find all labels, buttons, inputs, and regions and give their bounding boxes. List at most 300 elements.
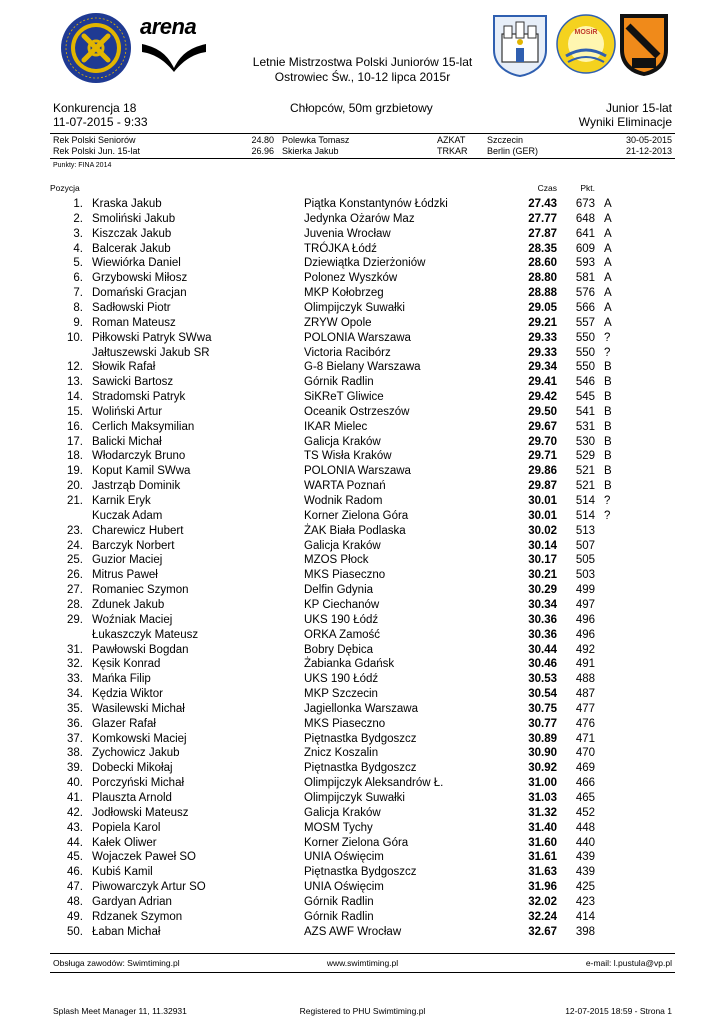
swimmer-name: Cerlich Maksymilian xyxy=(92,420,195,433)
swimmer-name: Porczyński Michał xyxy=(92,777,185,790)
result-time: 31.96 xyxy=(528,881,557,894)
swimmer-name: Karnik Eryk xyxy=(92,495,151,507)
result-position: 49. xyxy=(67,910,83,923)
result-position: 34. xyxy=(67,688,83,700)
result-position: 9. xyxy=(73,316,83,329)
result-time: 29.71 xyxy=(528,450,557,463)
club-name: Bobry Dębica xyxy=(304,643,374,656)
result-points: 521 xyxy=(575,480,595,493)
result-row xyxy=(0,761,725,776)
result-row xyxy=(0,613,725,628)
swimmer-name: Pawłowski Bogdan xyxy=(92,643,189,656)
result-row xyxy=(0,286,725,301)
result-position: 27. xyxy=(67,584,83,597)
result-position: 35. xyxy=(67,702,83,715)
record-date: 21-12-2013 xyxy=(625,146,672,156)
result-position: 28. xyxy=(67,599,83,611)
club-name: Górnik Radlin xyxy=(304,376,374,389)
result-position: 39. xyxy=(67,762,83,775)
result-position: 42. xyxy=(67,806,83,819)
qualification-mark: B xyxy=(604,480,612,493)
result-row xyxy=(0,643,725,658)
result-row xyxy=(0,806,725,821)
result-position: 24. xyxy=(67,539,83,552)
result-row xyxy=(0,271,725,286)
club-name: AZS AWF Wrocław xyxy=(304,925,402,938)
club-name: G-8 Bielany Warszawa xyxy=(304,361,421,374)
result-position: 14. xyxy=(67,391,83,403)
result-points: 469 xyxy=(575,762,595,775)
result-time: 31.03 xyxy=(528,792,557,804)
club-name: MKP Szczecin xyxy=(304,688,378,700)
result-time: 30.54 xyxy=(528,688,557,700)
club-name: Piętnastka Bydgoszcz xyxy=(304,732,417,745)
result-time: 29.70 xyxy=(528,435,557,448)
club-name: Żabianka Gdańsk xyxy=(304,658,395,671)
result-row xyxy=(0,850,725,865)
club-name: Galicja Kraków xyxy=(304,806,381,819)
result-position: 38. xyxy=(67,747,83,760)
qualification-mark: B xyxy=(604,361,612,374)
result-time: 29.41 xyxy=(528,376,557,389)
club-name: KP Ciechanów xyxy=(304,599,380,611)
record-time: 24.80 xyxy=(251,135,274,145)
swimmer-name: Piwowarczyk Artur SO xyxy=(92,881,206,894)
result-row xyxy=(0,420,725,435)
result-row xyxy=(0,568,725,583)
result-time: 30.75 xyxy=(528,702,557,715)
qualification-mark: ? xyxy=(604,495,611,507)
qualification-mark: ? xyxy=(604,346,611,359)
result-points: 550 xyxy=(575,331,595,344)
result-position: 12. xyxy=(67,361,83,374)
result-points: 499 xyxy=(575,584,595,597)
swimmer-name: Włodarczyk Bruno xyxy=(92,450,186,463)
swimmer-name: Rdzanek Szymon xyxy=(92,910,183,923)
qualification-mark: ? xyxy=(604,331,611,344)
club-name: UNIA Oświęcim xyxy=(304,881,384,894)
result-points: 546 xyxy=(575,376,595,389)
result-row xyxy=(0,895,725,910)
result-time: 28.35 xyxy=(528,242,557,255)
record-holder: Polewka Tomasz xyxy=(282,135,350,145)
result-position: 23. xyxy=(67,524,83,537)
result-position: 29. xyxy=(67,613,83,626)
result-position: 5. xyxy=(73,257,83,270)
club-name: Olimpijczyk Suwałki xyxy=(304,792,405,804)
result-points: 465 xyxy=(575,792,595,804)
result-points: 513 xyxy=(575,524,595,537)
result-row xyxy=(0,197,725,212)
swimmer-name: Kędzia Wiktor xyxy=(92,688,163,700)
result-time: 30.89 xyxy=(528,732,557,745)
club-name: Piątka Konstantynów Łódzki xyxy=(304,198,448,210)
result-row xyxy=(0,702,725,717)
result-position: 4. xyxy=(73,242,83,255)
result-time: 31.60 xyxy=(528,836,557,849)
result-time: 30.34 xyxy=(528,599,557,611)
event-stage: Wyniki Eliminacje xyxy=(578,115,672,129)
meet-title: Letnie Mistrzostwa Polski Juniorów 15-lat xyxy=(252,55,473,69)
swimmer-name: Domański Gracjan xyxy=(92,287,187,300)
swimmer-name: Mitrus Paweł xyxy=(92,569,158,582)
swimmer-name: Kubiś Kamil xyxy=(92,866,153,879)
result-position: 15. xyxy=(67,405,83,418)
swimmer-name: Łukaszczyk Mateusz xyxy=(92,628,199,641)
result-row xyxy=(0,256,725,271)
result-position: 10. xyxy=(67,331,83,344)
result-time: 31.61 xyxy=(528,851,557,864)
qualification-mark: A xyxy=(604,287,612,300)
result-row xyxy=(0,539,725,554)
result-row xyxy=(0,657,725,672)
club-name: Olimpijczyk Aleksandrów Ł. xyxy=(304,777,444,790)
record-place: Berlin (GER) xyxy=(487,146,539,156)
swimmer-name: Balcerak Jakub xyxy=(92,242,171,255)
result-points: 529 xyxy=(575,450,595,463)
club-name: MKS Piaseczno xyxy=(304,569,386,582)
result-time: 27.87 xyxy=(528,227,557,240)
result-time: 29.33 xyxy=(528,346,557,359)
qualification-mark: A xyxy=(604,242,612,255)
qualification-mark: A xyxy=(604,272,612,285)
result-row xyxy=(0,583,725,598)
result-points: 507 xyxy=(575,539,595,552)
result-time: 30.36 xyxy=(528,613,557,626)
record-holder: Skierka Jakub xyxy=(282,146,339,156)
result-time: 30.36 xyxy=(528,628,557,641)
club-name: Polonez Wyszków xyxy=(304,272,398,285)
club-name: POLONIA Warszawa xyxy=(304,331,411,344)
club-name: Korner Zielona Góra xyxy=(304,509,409,522)
result-points: 477 xyxy=(575,702,595,715)
qualification-mark: A xyxy=(604,227,612,240)
swimmer-name: Smoliński Jakub xyxy=(92,212,176,225)
result-row xyxy=(0,880,725,895)
result-position: 33. xyxy=(67,673,83,686)
result-row xyxy=(0,449,725,464)
result-time: 32.67 xyxy=(528,925,557,938)
result-time: 30.01 xyxy=(528,495,557,507)
swimmer-name: Glazer Rafał xyxy=(92,717,156,730)
swimmer-name: Komkowski Maciej xyxy=(92,732,187,745)
arena-wordmark: arena xyxy=(140,14,197,39)
result-time: 30.01 xyxy=(528,509,557,522)
result-time: 29.05 xyxy=(528,301,557,314)
result-row xyxy=(0,791,725,806)
result-points: 609 xyxy=(575,242,595,255)
records-rule xyxy=(50,158,675,159)
record-club: AZKAT xyxy=(437,135,466,145)
footer-registered: Registered to PHU Swimtiming.pl xyxy=(299,1006,426,1016)
swimmer-name: Sadłowski Piotr xyxy=(92,301,171,314)
result-row xyxy=(0,524,725,539)
header-rule xyxy=(50,133,675,134)
result-position: 50. xyxy=(67,925,83,938)
result-position: 1. xyxy=(73,198,83,210)
event-datetime: 11-07-2015 - 9:33 xyxy=(53,115,148,129)
column-time: Czas xyxy=(537,183,557,193)
club-name: Olimpijczyk Suwałki xyxy=(304,301,405,314)
event-name: Chłopców, 50m grzbietowy xyxy=(290,101,433,115)
qualification-mark: A xyxy=(604,316,612,329)
qualification-mark: A xyxy=(604,198,612,210)
result-position: 36. xyxy=(67,717,83,730)
result-position: 16. xyxy=(67,420,83,433)
result-time: 31.40 xyxy=(528,821,557,834)
result-position: 20. xyxy=(67,480,83,493)
result-position: 45. xyxy=(67,851,83,864)
result-points: 514 xyxy=(575,495,595,507)
result-position: 25. xyxy=(67,554,83,567)
swimmer-name: Mańka Filip xyxy=(92,673,151,686)
result-points: 550 xyxy=(575,346,595,359)
club-name: Piętnastka Bydgoszcz xyxy=(304,866,417,879)
result-points: 566 xyxy=(575,301,595,314)
swimmer-name: Słowik Rafał xyxy=(92,361,156,374)
mosir-wordmark: MOSiR xyxy=(574,29,598,36)
result-points: 648 xyxy=(575,212,595,225)
club-name: Victoria Racibórz xyxy=(304,346,391,359)
qualification-mark: B xyxy=(604,405,612,418)
result-time: 30.17 xyxy=(528,554,557,567)
swimmer-name: Sawicki Bartosz xyxy=(92,376,174,389)
result-points: 452 xyxy=(575,806,595,819)
result-points: 487 xyxy=(575,688,595,700)
points-note: Punkty: FINA 2014 xyxy=(53,162,112,169)
result-time: 30.53 xyxy=(528,673,557,686)
result-points: 398 xyxy=(575,925,595,938)
result-time: 32.24 xyxy=(528,910,557,923)
result-points: 497 xyxy=(575,599,595,611)
swimmer-name: Roman Mateusz xyxy=(92,316,176,329)
footer-rule-top xyxy=(50,953,675,954)
result-position: 40. xyxy=(67,777,83,790)
swimmer-name: Koput Kamil SWwa xyxy=(92,465,191,478)
result-points: 641 xyxy=(575,227,595,240)
result-position: 6. xyxy=(73,272,83,285)
club-name: POLONIA Warszawa xyxy=(304,465,411,478)
footer-website[interactable]: www.swimtiming.pl xyxy=(326,958,399,968)
swimmer-name: Plauszta Arnold xyxy=(92,792,172,804)
result-points: 550 xyxy=(575,361,595,374)
qualification-mark: B xyxy=(604,435,612,448)
result-position: 43. xyxy=(67,821,83,834)
result-time: 30.44 xyxy=(528,643,557,656)
result-row xyxy=(0,301,725,316)
result-position: 37. xyxy=(67,732,83,745)
swimmer-name: Kraska Jakub xyxy=(92,198,162,210)
result-time: 29.87 xyxy=(528,480,557,493)
result-time: 27.43 xyxy=(528,198,557,210)
result-position: 3. xyxy=(73,227,83,240)
result-points: 593 xyxy=(575,257,595,270)
result-points: 557 xyxy=(575,316,595,329)
club-name: IKAR Mielec xyxy=(304,420,368,433)
club-name: ZRYW Opole xyxy=(304,316,372,329)
result-position: 48. xyxy=(67,895,83,908)
qualification-mark: B xyxy=(604,376,612,389)
result-time: 30.77 xyxy=(528,717,557,730)
result-row xyxy=(0,687,725,702)
result-time: 28.88 xyxy=(528,287,557,300)
swimmer-name: Guzior Maciej xyxy=(92,554,163,567)
club-name: Górnik Radlin xyxy=(304,910,374,923)
result-row xyxy=(0,865,725,880)
club-name: SiKReT Gliwice xyxy=(304,391,384,403)
record-date: 30-05-2015 xyxy=(625,135,672,145)
result-points: 673 xyxy=(575,198,595,210)
result-row xyxy=(0,375,725,390)
result-row xyxy=(0,836,725,851)
result-time: 29.86 xyxy=(528,465,557,478)
club-name: MZOS Płock xyxy=(304,554,369,567)
club-name: Galicja Kraków xyxy=(304,539,381,552)
swimmer-name: Kuczak Adam xyxy=(92,509,163,522)
club-name: Juvenia Wrocław xyxy=(304,227,391,240)
club-name: MKS Piaseczno xyxy=(304,717,386,730)
club-name: Wodnik Radom xyxy=(304,495,383,507)
swimmer-name: Jodłowski Mateusz xyxy=(92,806,189,819)
result-position: 44. xyxy=(67,836,83,849)
result-time: 29.33 xyxy=(528,331,557,344)
result-points: 492 xyxy=(575,643,595,656)
result-position: 32. xyxy=(67,658,83,671)
club-name: Dziewiątka Dzierżoniów xyxy=(304,257,426,270)
result-time: 31.63 xyxy=(528,866,557,879)
result-row xyxy=(0,672,725,687)
result-row xyxy=(0,717,725,732)
club-name: Jedynka Ożarów Maz xyxy=(304,212,415,225)
result-points: 503 xyxy=(575,569,595,582)
result-points: 425 xyxy=(575,881,595,894)
column-position: Pozycja xyxy=(50,183,80,193)
result-position: 41. xyxy=(67,792,83,804)
swimmer-name: Wiewiórka Daniel xyxy=(92,257,181,270)
result-time: 28.60 xyxy=(528,257,557,270)
event-number: Konkurencja 18 xyxy=(53,101,137,115)
result-points: 514 xyxy=(575,509,595,522)
result-row xyxy=(0,360,725,375)
result-position: 26. xyxy=(67,569,83,582)
result-points: 496 xyxy=(575,613,595,626)
club-name: Korner Zielona Góra xyxy=(304,836,409,849)
swimmer-name: Jałtuszewski Jakub SR xyxy=(92,346,210,359)
result-row xyxy=(0,227,725,242)
result-row xyxy=(0,242,725,257)
result-row xyxy=(0,346,725,361)
record-club: TRKAR xyxy=(437,146,468,156)
swimmer-name: Kiszczak Jakub xyxy=(92,227,172,240)
result-points: 466 xyxy=(575,777,595,790)
qualification-mark: B xyxy=(604,391,612,403)
footer-rule-bottom xyxy=(50,972,675,973)
result-position: 8. xyxy=(73,301,83,314)
result-points: 531 xyxy=(575,420,595,433)
result-points: 471 xyxy=(575,732,595,745)
result-position: 19. xyxy=(67,465,83,478)
result-position: 18. xyxy=(67,450,83,463)
qualification-mark: B xyxy=(604,420,612,433)
swimmer-name: Popiela Karol xyxy=(92,821,161,834)
result-points: 476 xyxy=(575,717,595,730)
record-label: Rek Polski Jun. 15-lat xyxy=(53,146,141,156)
footer-email[interactable]: e-mail: l.pustula@vp.pl xyxy=(585,958,672,968)
result-row xyxy=(0,776,725,791)
result-points: 423 xyxy=(575,895,595,908)
result-points: 488 xyxy=(575,673,595,686)
result-time: 32.02 xyxy=(528,895,557,908)
record-time: 26.96 xyxy=(251,146,274,156)
result-row xyxy=(0,494,725,509)
swimmer-name: Kęsik Konrad xyxy=(92,658,161,671)
club-name: WARTA Poznań xyxy=(304,480,386,493)
result-position: 2. xyxy=(73,212,83,225)
result-time: 27.77 xyxy=(528,212,557,225)
club-name: Piętnastka Bydgoszcz xyxy=(304,762,417,775)
result-points: 541 xyxy=(575,405,595,418)
result-position: 7. xyxy=(73,287,83,300)
swimmer-name: Zychowicz Jakub xyxy=(92,747,180,760)
result-time: 30.02 xyxy=(528,524,557,537)
qualification-mark: B xyxy=(604,450,612,463)
result-row xyxy=(0,464,725,479)
club-name: Delfin Gdynia xyxy=(304,584,374,597)
swimmer-name: Kałek Oliwer xyxy=(92,836,157,849)
result-position: 17. xyxy=(67,435,83,448)
swimmer-name: Gardyan Adrian xyxy=(92,895,172,908)
result-time: 29.67 xyxy=(528,420,557,433)
result-position: 46. xyxy=(67,866,83,879)
result-row xyxy=(0,746,725,761)
club-name: UKS 190 Łódź xyxy=(304,613,379,626)
footer-software: Splash Meet Manager 11, 11.32931 xyxy=(53,1006,187,1016)
swimmer-name: Dobecki Mikołaj xyxy=(92,762,173,775)
result-points: 448 xyxy=(575,821,595,834)
result-points: 439 xyxy=(575,851,595,864)
result-points: 491 xyxy=(575,658,595,671)
result-points: 521 xyxy=(575,465,595,478)
result-time: 30.46 xyxy=(528,658,557,671)
result-points: 581 xyxy=(575,272,595,285)
event-category: Junior 15-lat xyxy=(605,101,672,115)
result-row xyxy=(0,390,725,405)
record-label: Rek Polski Seniorów xyxy=(53,135,136,145)
result-position: 13. xyxy=(67,376,83,389)
result-time: 30.29 xyxy=(528,584,557,597)
swimmer-name: Wasilewski Michał xyxy=(92,702,185,715)
meet-subtitle: Ostrowiec Św., 10-12 lipca 2015r xyxy=(274,70,451,84)
club-name: ORKA Zamość xyxy=(304,628,381,641)
result-position: 31. xyxy=(67,643,83,656)
club-name: Oceanik Ostrzeszów xyxy=(304,405,410,418)
club-name: Galicja Kraków xyxy=(304,435,381,448)
swimmer-name: Wojaczek Paweł SO xyxy=(92,851,196,864)
result-row xyxy=(0,910,725,925)
swimmer-name: Łaban Michał xyxy=(92,925,161,938)
swimmer-name: Grzybowski Miłosz xyxy=(92,272,188,285)
result-time: 29.50 xyxy=(528,405,557,418)
result-position: 21. xyxy=(67,495,83,507)
result-points: 439 xyxy=(575,866,595,879)
swimmer-name: Zdunek Jakub xyxy=(92,599,165,611)
club-name: TRÓJKA Łódź xyxy=(304,242,377,255)
swimmer-name: Balicki Michał xyxy=(92,435,162,448)
result-time: 30.21 xyxy=(528,569,557,582)
result-row xyxy=(0,553,725,568)
result-row xyxy=(0,479,725,494)
swimmer-name: Piłkowski Patryk SWwa xyxy=(92,331,212,344)
